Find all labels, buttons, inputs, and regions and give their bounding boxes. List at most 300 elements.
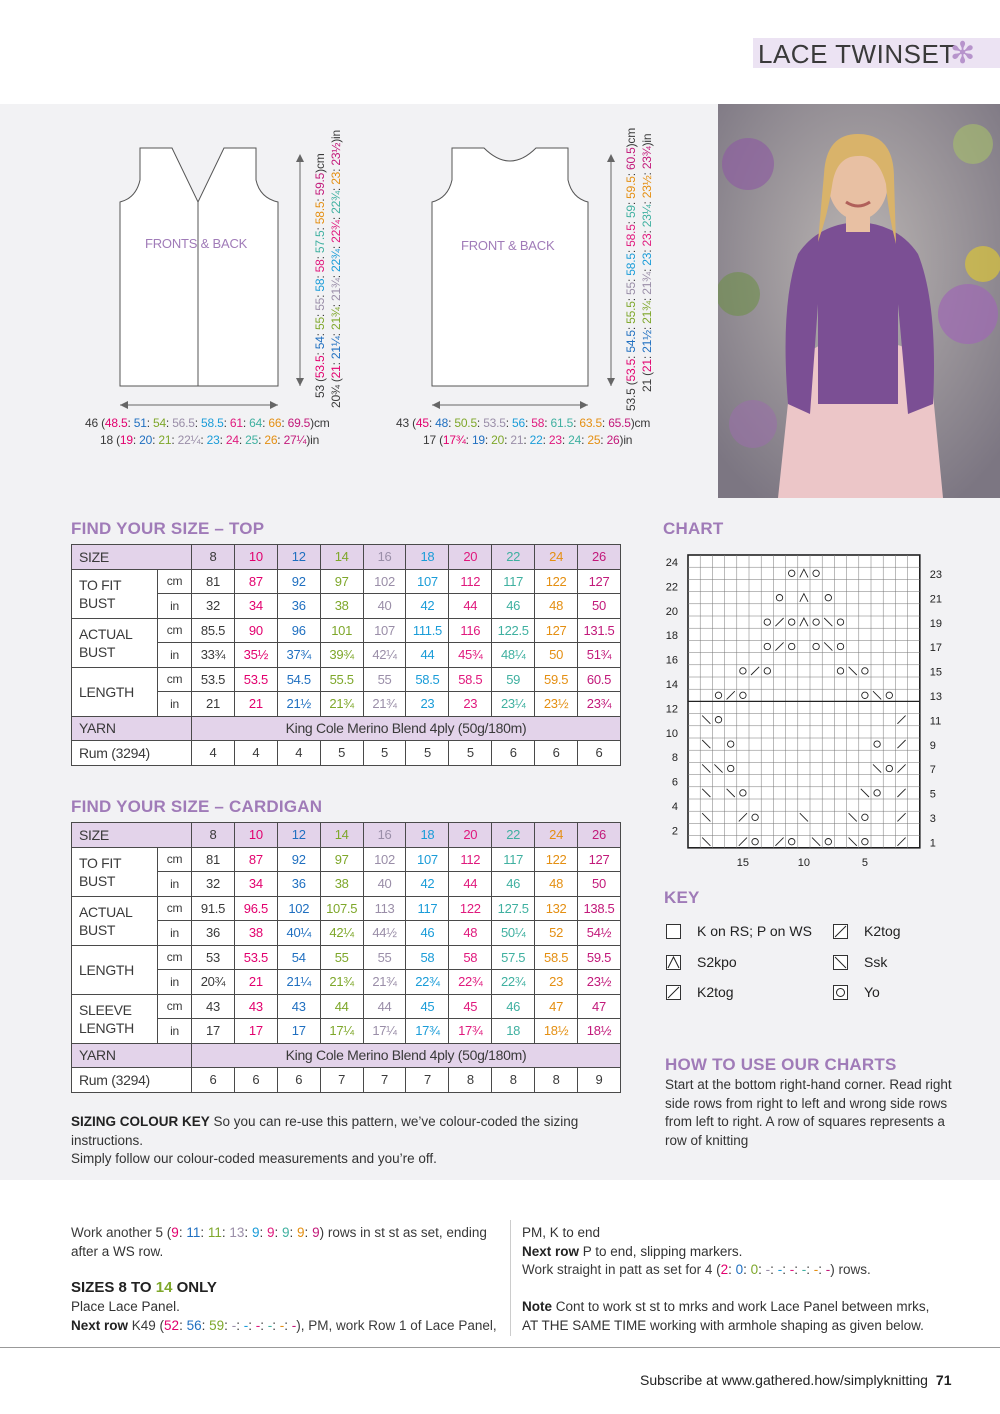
value-cell: 21½ — [277, 692, 320, 717]
size-value: 56.5 — [172, 416, 195, 430]
text-fragment: ) rows in st st as set, ending — [319, 1225, 487, 1240]
value-cell: 43 — [234, 994, 277, 1019]
top-length-in — [640, 134, 654, 392]
size-value: 59.5 — [624, 176, 638, 199]
value-cell: 107.5 — [320, 896, 363, 921]
s2kpo-icon — [666, 955, 681, 970]
text-fragment: 53.5 ( — [624, 381, 638, 411]
balls-cell: 4 — [234, 741, 277, 766]
value-cell: 42 — [406, 594, 449, 619]
text-fragment: : — [127, 416, 134, 430]
value-cell: 87 — [234, 569, 277, 594]
size-value: 22 — [529, 433, 543, 447]
how-to-line: from left to right. A row of squares represents a — [665, 1114, 945, 1129]
unit-cm: cm — [158, 945, 192, 970]
text-fragment: : — [313, 272, 327, 279]
value-cell: 54 — [277, 945, 320, 970]
chart-row-label: 1 — [929, 837, 936, 850]
value-cell: 53.5 — [234, 945, 277, 970]
value-cell: 46 — [492, 994, 535, 1019]
value-cell: 17 — [192, 1019, 235, 1044]
text-fragment: : — [260, 1317, 268, 1333]
value-cell: 20¾ — [192, 970, 235, 995]
text-fragment: : — [329, 330, 343, 337]
value-cell: 40 — [363, 872, 406, 897]
size-value: - — [825, 1262, 831, 1277]
value-cell: 132 — [535, 896, 578, 921]
how-to-line: row of knitting — [665, 1132, 749, 1148]
size-value: 61.5 — [550, 416, 574, 430]
size-value: 55 — [624, 282, 638, 295]
measure-label: ACTUAL BUST — [72, 618, 158, 667]
cardigan-width-in — [100, 433, 319, 447]
value-cell: 17¾ — [406, 1019, 449, 1044]
size-value: 21¾ — [329, 307, 343, 331]
text-fragment: : — [484, 433, 492, 447]
size-cell: 24 — [535, 545, 578, 570]
value-cell: 116 — [449, 618, 492, 643]
balls-cell: 5 — [320, 741, 363, 766]
unit-in: in — [158, 872, 192, 897]
value-cell: 32 — [192, 594, 235, 619]
text-fragment: : — [329, 213, 343, 221]
size-value: 23 — [206, 433, 220, 447]
unit-in: in — [158, 970, 192, 995]
size-value: 23½ — [640, 175, 654, 199]
size-value: 54 — [313, 336, 327, 350]
text-fragment: : — [818, 1262, 826, 1277]
size-value: 58.5 — [201, 416, 224, 430]
key-label: K on RS; P on WS — [697, 923, 812, 939]
text-fragment: : — [132, 433, 140, 447]
size-value: 65.5 — [608, 416, 631, 430]
text-fragment: : — [448, 416, 455, 430]
text-fragment: : — [758, 1262, 766, 1277]
value-cell: 21 — [234, 692, 277, 717]
size-value: 24 — [568, 433, 582, 447]
size-cell: 26 — [578, 823, 621, 848]
chart-title: CHART — [663, 519, 724, 538]
value-cell: 21¾ — [320, 970, 363, 995]
text-fragment: : — [794, 1262, 802, 1277]
text-fragment: )in — [619, 433, 633, 447]
text-fragment: : — [624, 218, 638, 225]
sizing-key-text2: Simply follow our colour-coded measurements and you’re off. — [71, 1151, 437, 1166]
top-size-table — [71, 544, 621, 766]
text-fragment: : — [624, 323, 638, 331]
size-value: 56 — [186, 1317, 202, 1333]
chart-row-label: 22 — [665, 581, 678, 594]
top-width-in — [423, 433, 632, 447]
value-cell: 102 — [277, 896, 320, 921]
balls-cell: 9 — [578, 1068, 621, 1093]
measure-label: TO FIT BUST — [72, 847, 158, 896]
balls-cell: 4 — [277, 741, 320, 766]
chart-row-label: 17 — [929, 642, 943, 655]
text-fragment: : — [806, 1262, 814, 1277]
value-cell: 23 — [449, 692, 492, 717]
text-fragment: : — [238, 433, 246, 447]
value-cell: 45 — [406, 994, 449, 1019]
size-cell: 12 — [277, 823, 320, 848]
top-schematic-label: FRONT & BACK — [461, 238, 555, 253]
chart-stitch-label: 5 — [861, 856, 868, 869]
instruction-line-4 — [128, 1318, 497, 1333]
value-cell: 42 — [406, 872, 449, 897]
measure-label: ACTUAL BUST — [72, 896, 158, 945]
text-fragment: : — [304, 1225, 313, 1240]
size-cell: 8 — [192, 545, 235, 570]
value-cell: 90 — [234, 618, 277, 643]
cardigan-schematic — [110, 140, 340, 400]
text-fragment: : — [561, 433, 569, 447]
text-fragment: : — [289, 1225, 298, 1240]
text-fragment: : — [428, 416, 436, 430]
instructions-right — [522, 1224, 952, 1280]
value-cell: 34 — [234, 594, 277, 619]
value-cell: 34 — [234, 872, 277, 897]
value-cell: 127 — [578, 847, 621, 872]
value-cell: 17 — [234, 1019, 277, 1044]
text-fragment: : — [329, 300, 343, 308]
text-fragment: 43 ( — [396, 416, 416, 430]
value-cell: 53.5 — [192, 667, 235, 692]
size-value: - — [279, 1317, 285, 1333]
key-title: KEY — [664, 888, 700, 907]
size-value: 22¼ — [177, 433, 201, 447]
text-fragment: )cm — [624, 128, 638, 148]
value-cell: 50 — [535, 643, 578, 668]
value-cell: 59 — [492, 667, 535, 692]
page-header — [753, 38, 1000, 68]
size-value: 48.5 — [104, 416, 128, 430]
value-cell: 36 — [192, 921, 235, 946]
value-cell: 58 — [406, 945, 449, 970]
how-to-line: Start at the bottom right-hand corner. Read right — [665, 1077, 952, 1092]
value-cell: 37¾ — [277, 643, 320, 668]
unit-in: in — [158, 594, 192, 619]
value-cell: 42¼ — [320, 921, 363, 946]
value-cell: 87 — [234, 847, 277, 872]
note-label: Note — [522, 1299, 552, 1314]
value-cell: 51¾ — [578, 643, 621, 668]
value-cell: 58.5 — [449, 667, 492, 692]
yarn-label: YARN — [72, 1043, 192, 1068]
how-to-line: side rows from right to left and wrong side rows — [665, 1095, 948, 1111]
size-cell: 20 — [449, 545, 492, 570]
value-cell: 107 — [406, 569, 449, 594]
text-fragment: : — [313, 330, 327, 337]
text-fragment: : — [146, 416, 153, 430]
size-value: 52 — [164, 1317, 180, 1333]
text-fragment: : — [640, 227, 654, 234]
text-fragment: )cm — [630, 416, 651, 430]
text-fragment: : — [544, 416, 551, 430]
value-cell: 18 — [492, 1019, 535, 1044]
size-value: 23 — [640, 233, 654, 247]
size-value: 9 — [297, 1225, 305, 1240]
size-value: 9 — [251, 1225, 260, 1240]
value-cell: 117 — [406, 896, 449, 921]
top-table-title: FIND YOUR SIZE – TOP — [71, 519, 265, 538]
text-fragment: : — [274, 1225, 282, 1240]
value-cell: 54½ — [578, 921, 621, 946]
value-cell: 23 — [406, 692, 449, 717]
size-value: 53.5 — [483, 416, 506, 430]
value-cell: 48 — [535, 872, 578, 897]
text-fragment: : — [244, 1225, 252, 1240]
unit-cm: cm — [158, 994, 192, 1019]
unit-in: in — [158, 921, 192, 946]
size-value: - — [765, 1262, 771, 1277]
size-value: 23½ — [329, 142, 343, 166]
measure-label: SLEEVE LENGTH — [72, 994, 158, 1043]
blank-square-icon — [666, 924, 681, 939]
size-header-row — [72, 545, 621, 570]
value-cell: 22¾ — [406, 970, 449, 995]
text-fragment: : — [242, 416, 250, 430]
size-cell: 16 — [363, 545, 406, 570]
chart-row-label: 24 — [665, 557, 678, 569]
value-cell: 17 — [277, 1019, 320, 1044]
size-value: 45 — [415, 416, 429, 430]
top-length-cm — [624, 128, 638, 411]
unit-cm: cm — [158, 569, 192, 594]
size-value: 19 — [119, 433, 133, 447]
size-value: 58 — [313, 278, 327, 292]
key-label: K2tog — [697, 984, 734, 1000]
size-value: 21¾ — [640, 272, 654, 295]
size-value: 19 — [471, 433, 485, 447]
value-cell: 43 — [192, 994, 235, 1019]
text-fragment: : — [573, 416, 580, 430]
value-cell: 21¾ — [363, 970, 406, 995]
balls-cell: 6 — [535, 741, 578, 766]
balls-cell: 8 — [492, 1068, 535, 1093]
chart-row-label: 18 — [665, 630, 678, 643]
value-cell: 107 — [363, 618, 406, 643]
text-fragment: : — [624, 352, 638, 359]
sizing-colour-key — [71, 1113, 631, 1169]
value-cell: 112 — [449, 847, 492, 872]
size-value: 22¾ — [329, 191, 343, 214]
text-fragment: : — [581, 433, 588, 447]
chart-row-label: 5 — [929, 788, 936, 801]
size-header-row — [72, 823, 621, 848]
top-schematic — [420, 140, 650, 400]
instruction-line-2: after a WS row. — [71, 1243, 164, 1259]
colour-label: Rum (3294) — [72, 1068, 192, 1093]
value-cell: 52 — [535, 921, 578, 946]
text-fragment: ), PM, work Row 1 of Lace Panel, — [296, 1317, 497, 1333]
text-fragment: : — [258, 433, 265, 447]
size-cell: 10 — [234, 545, 277, 570]
text-fragment: : — [329, 242, 343, 250]
value-cell: 53.5 — [234, 667, 277, 692]
chart-row-label: 11 — [929, 715, 942, 728]
size-value: - — [777, 1262, 783, 1277]
text-fragment: : — [236, 1317, 244, 1333]
size-value: 23¾ — [640, 146, 654, 170]
text-fragment: : — [329, 271, 343, 279]
value-cell: 45 — [449, 994, 492, 1019]
size-value: - — [291, 1317, 297, 1333]
text-fragment: : — [782, 1262, 790, 1277]
value-cell: 47 — [578, 994, 621, 1019]
size-value: 25 — [587, 433, 601, 447]
balls-cell: 4 — [192, 741, 235, 766]
text-fragment: : — [313, 195, 327, 202]
size-value: 22¾ — [329, 220, 343, 243]
size-value: 55 — [313, 317, 327, 331]
balls-cell: 7 — [406, 1068, 449, 1093]
text-fragment: Work straight in patt as set for 4 ( — [522, 1262, 721, 1277]
value-cell: 127 — [535, 618, 578, 643]
key-label: Yo — [864, 984, 880, 1000]
balls-cell: 5 — [449, 741, 492, 766]
value-cell: 40 — [363, 594, 406, 619]
size-value: 54 — [152, 416, 166, 430]
balls-cell: 8 — [535, 1068, 578, 1093]
measure-row-cm — [72, 569, 621, 594]
size-value: 59 — [624, 205, 638, 219]
yarn-row — [72, 716, 621, 741]
text-fragment: )cm — [313, 153, 327, 173]
size-value: 17¾ — [442, 433, 466, 447]
value-cell: 54.5 — [277, 667, 320, 692]
text-fragment: : — [179, 1317, 187, 1333]
text-fragment: : — [505, 416, 513, 430]
value-cell: 44 — [363, 994, 406, 1019]
text-fragment: ) rows. — [830, 1262, 871, 1277]
value-cell: 122 — [449, 896, 492, 921]
size-value: 20 — [491, 433, 505, 447]
chart-row-label: 16 — [665, 654, 678, 667]
value-cell: 96.5 — [234, 896, 277, 921]
value-cell: 22¾ — [449, 970, 492, 995]
size-value: 69.5 — [287, 416, 311, 430]
chart-row-label: 20 — [665, 605, 678, 618]
size-value: 9 — [312, 1225, 320, 1240]
k2tog-icon — [833, 924, 848, 939]
value-cell: 33¾ — [192, 643, 235, 668]
size-value: 11 — [207, 1225, 222, 1240]
ssk-icon — [833, 955, 848, 970]
chart-row-label: 15 — [929, 666, 943, 679]
text-fragment: : — [200, 1225, 208, 1240]
value-cell: 21 — [192, 692, 235, 717]
value-cell: 48 — [535, 594, 578, 619]
value-cell: 44 — [449, 594, 492, 619]
size-value: 50.5 — [454, 416, 477, 430]
balls-cell: 8 — [449, 1068, 492, 1093]
unit-cm: cm — [158, 618, 192, 643]
size-value: 56 — [512, 416, 525, 430]
size-value: 2 — [720, 1262, 729, 1277]
value-cell: 122.5 — [492, 618, 535, 643]
size-value: 57.5 — [313, 230, 327, 254]
measure-row-cm — [72, 994, 621, 1019]
text-fragment: : — [171, 433, 178, 447]
text-fragment: : — [248, 1317, 256, 1333]
size-value: - — [267, 1317, 273, 1333]
chart-stitch-label: 10 — [797, 856, 811, 869]
size-value: 26 — [606, 433, 620, 447]
value-cell: 50 — [578, 872, 621, 897]
value-cell: 59.5 — [578, 945, 621, 970]
value-cell: 96 — [277, 618, 320, 643]
balls-cell: 7 — [320, 1068, 363, 1093]
size-value: 9 — [282, 1225, 290, 1240]
size-value: 23 — [640, 252, 654, 266]
size-value: 55 — [313, 297, 327, 311]
value-cell: 44½ — [363, 921, 406, 946]
unit-in: in — [158, 643, 192, 668]
size-cell: 12 — [277, 545, 320, 570]
text-fragment: : — [640, 246, 654, 253]
cardigan-width-cm — [85, 416, 330, 430]
sizing-key-title: SIZING COLOUR KEY — [71, 1114, 210, 1129]
value-cell: 38 — [320, 594, 363, 619]
size-value: 22¾ — [329, 249, 343, 272]
size-value: 53.5 — [313, 355, 327, 379]
value-cell: 92 — [277, 569, 320, 594]
value-cell: 46 — [406, 921, 449, 946]
size-value: 11 — [186, 1225, 201, 1240]
value-cell: 55 — [363, 945, 406, 970]
chart-row-label: 6 — [671, 776, 678, 789]
measure-row-cm — [72, 945, 621, 970]
cardigan-size-table — [71, 822, 621, 1093]
chart-row-label: 7 — [929, 764, 936, 777]
size-label: SIZE — [72, 545, 192, 570]
balls-cell: 6 — [578, 741, 621, 766]
size-value: 59.5 — [313, 172, 327, 196]
size-value: 58.5 — [624, 224, 638, 247]
size-label: SIZE — [72, 823, 192, 848]
text-fragment: : — [262, 416, 269, 430]
k2tog-icon — [666, 985, 681, 1000]
value-cell: 44 — [449, 872, 492, 897]
text-fragment: : — [640, 323, 654, 331]
unit-cm: cm — [158, 896, 192, 921]
cardigan-length-cm — [313, 153, 327, 398]
value-cell: 58.5 — [535, 945, 578, 970]
size-value: 25 — [245, 433, 259, 447]
value-cell: 18½ — [578, 1019, 621, 1044]
value-cell: 35½ — [234, 643, 277, 668]
sizing-key-text: So you can re-use this pattern, we’ve colour-coded the sizing instructions. — [71, 1114, 579, 1148]
subscribe-link[interactable]: Subscribe at www.gathered.how/simplyknitting — [640, 1372, 928, 1388]
instructions-right-note — [522, 1298, 952, 1335]
column-divider — [510, 1220, 511, 1336]
value-cell: 36 — [277, 872, 320, 897]
value-cell: 38 — [320, 872, 363, 897]
chart-row-label: 10 — [665, 727, 678, 740]
instruction-r-line-5: AT THE SAME TIME working with armhole shaping as given below. — [522, 1317, 924, 1333]
size-value: 21¾ — [640, 301, 654, 324]
size-value: 64 — [249, 416, 263, 430]
size-value: - — [231, 1317, 237, 1333]
value-cell: 102 — [363, 847, 406, 872]
text-fragment: : — [329, 165, 343, 172]
chart-row-label: 9 — [929, 739, 936, 752]
instruction-line-3: Place Lace Panel. — [71, 1299, 180, 1314]
size-cell: 16 — [363, 823, 406, 848]
value-cell: 48 — [449, 921, 492, 946]
footer — [640, 1372, 952, 1388]
value-cell: 97 — [320, 569, 363, 594]
